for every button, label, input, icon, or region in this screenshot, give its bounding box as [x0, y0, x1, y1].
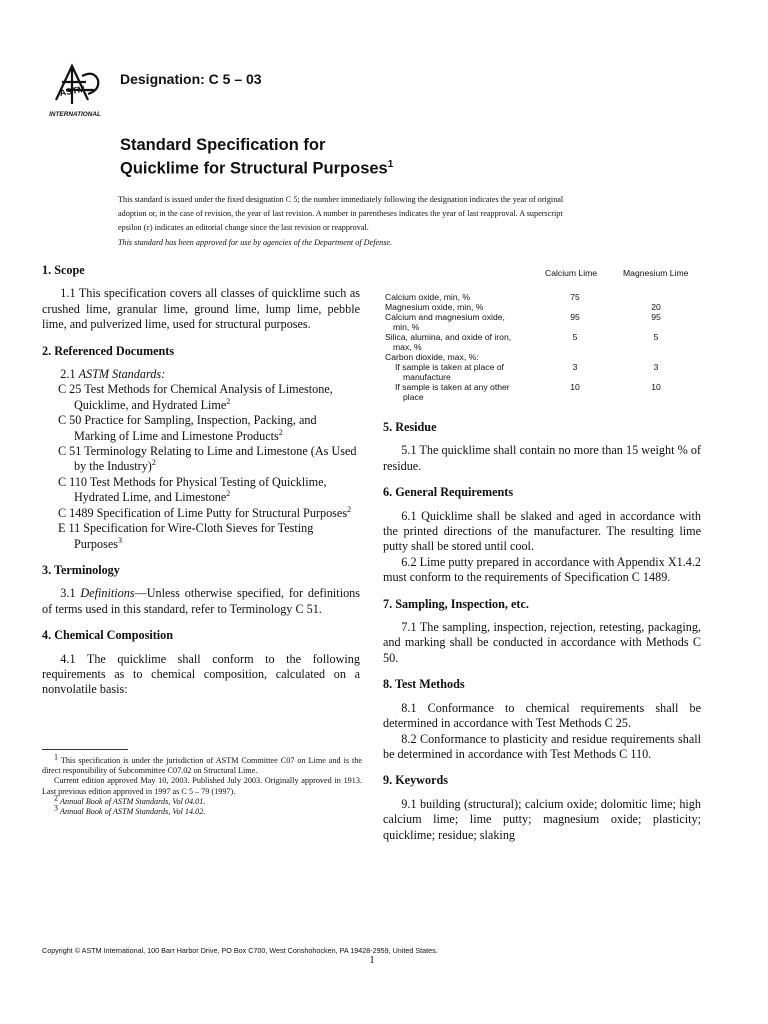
table-row — [385, 332, 703, 342]
table-cell-label: place — [403, 392, 424, 402]
logo-text-top: ASTM — [58, 83, 86, 99]
table-cell-label: If sample is taken at any other — [395, 382, 510, 392]
section-heading-general-requirements: 6. General Requirements — [383, 485, 514, 500]
scope-paragraph: 1.1 This specification covers all classes of quicklime such as crushed lime, granular lime, ground lime, lump lime, pebble lime, and pulverized lime, used for structural purposes. — [42, 286, 360, 332]
table-cell-label: Silica, alumina, and oxide of iron, — [385, 332, 512, 342]
notice-line-1: This standard is issued under the fixed designation C 5; the number immediately following the designation indicates the year of original — [118, 195, 564, 204]
table-row — [385, 372, 703, 382]
sampling-paragraph: 7.1 The sampling, inspection, rejection, retesting, packaging, and marking shall be conducted in accordance with Methods C 50. — [383, 620, 701, 665]
left-column — [42, 263, 360, 698]
referenced-intro: 2.1 ASTM Standards: — [60, 367, 166, 382]
astm-logo — [42, 60, 112, 118]
chemical-paragraph: 4.1 The quicklime shall conform to the following requirements as to chemical composition, calculated on a nonvolatile basis: — [42, 651, 360, 697]
title-line-1: Standard Specification for — [120, 136, 326, 154]
table-row — [385, 382, 703, 392]
reference-c110: C 110 Test Methods for Physical Testing of Quicklime, Hydrated Lime, and Limestone$^2$ — [58, 474, 327, 505]
table-cell-label: Magnesium oxide, min, % — [385, 302, 484, 312]
table-cell-magnesium-lime: 5 — [653, 332, 659, 342]
footnote-3: 3 Annual Book of ASTM Standards, Vol 14.02. — [54, 803, 206, 817]
right-column — [383, 420, 701, 843]
section-heading-terminology: 3. Terminology — [42, 562, 120, 577]
table-cell-magnesium-lime: 3 — [653, 362, 659, 372]
table-cell-calcium-lime: 3 — [572, 362, 578, 372]
reference-c50: C 50 Practice for Sampling, Inspection, Packing, and Marking of Lime and Limestone Products$^2$ — [58, 413, 317, 443]
test-methods-paragraph-1: 8.1 Conformance to chemical requirements shall be determined in accordance with Test Methods C 25. — [383, 700, 701, 731]
dod-approval-note: This standard has been approved for use by agencies of the Department of Defense. — [118, 238, 393, 247]
section-heading-chemical-composition: 4. Chemical Composition — [42, 628, 174, 643]
issuance-notice — [118, 193, 698, 250]
notice-line-3: epsilon (ε) indicates an editorial change since the last revision or reapproval. — [118, 223, 369, 232]
table-cell-magnesium-lime: 20 — [651, 302, 661, 312]
table-cell-magnesium-lime: 10 — [651, 382, 661, 392]
table-cell-label: Calcium and magnesium oxide, — [385, 312, 505, 322]
table-body — [385, 292, 703, 402]
column-header-calcium-lime: Calcium Lime — [545, 268, 598, 278]
page-title — [120, 135, 680, 179]
table-cell-label: Carbon dioxide, max, %: — [385, 352, 479, 362]
title-line-2: Quicklime for Structural Purposes$^1$ — [120, 159, 394, 178]
reference-c51: C 51 Terminology Relating to Lime and Limestone (As Used by the Industry)$^2$ — [58, 444, 357, 474]
section-heading-scope: 1. Scope — [42, 263, 85, 277]
reference-e11: E 11 Specification for Wire-Cloth Sieves for Testing Purposes$^3$ — [58, 521, 314, 551]
footnotes — [42, 752, 363, 817]
general-paragraph-1: 6.1 Quicklime shall be slaked and aged in accordance with the printed directions of the manufacturer. The resulting lime putty shall be stored until cool. — [383, 508, 701, 554]
table-cell-calcium-lime: 95 — [570, 312, 580, 322]
table-header — [385, 268, 703, 292]
general-paragraph-2: 6.2 Lime putty prepared in accordance with Appendix X1.4.2 must conform to the requirements of Specification C 1489. — [383, 554, 701, 585]
table-cell-magnesium-lime: 95 — [651, 312, 661, 322]
section-heading-keywords: 9. Keywords — [383, 773, 448, 788]
section-heading-residue: 5. Residue — [383, 420, 437, 434]
test-methods-paragraph-2: 8.2 Conformance to plasticity and residue requirements shall be determined in accordance with Test Methods C 110. — [383, 731, 701, 761]
table-row — [385, 352, 703, 362]
footnote-divider — [42, 749, 128, 750]
footnote-1: 1 This specification is under the jurisdiction of ASTM Committee C07 on Lime and is the direct responsibility of Subcommittee C07.02 on Structural Lime. — [42, 752, 363, 776]
table-cell-calcium-lime: 5 — [572, 332, 578, 342]
table-row — [385, 312, 703, 322]
table-row — [385, 322, 703, 332]
chemical-requirements-table — [385, 268, 703, 402]
reference-c1489: C 1489 Specification of Lime Putty for Structural Purposes$^2$ — [58, 504, 352, 520]
table-cell-label: manufacture — [403, 372, 451, 382]
page-number: 1 — [369, 954, 375, 966]
table-cell-label: min, % — [393, 322, 420, 332]
logo-text-bottom: INTERNATIONAL — [49, 111, 101, 118]
table-cell-label: max, % — [393, 342, 422, 352]
copyright-notice: Copyright © ASTM International, 100 Barr Harbor Drive, PO Box C700, West Conshohocken, PA 19428-2959, United States. — [42, 946, 438, 955]
column-header-magnesium-lime: Magnesium Lime — [623, 268, 689, 278]
keywords-paragraph: 9.1 building (structural); calcium oxide; dolomitic lime; high calcium lime; lime putty; magnesium oxide; plasticity; quicklime; residue; slaking — [383, 796, 701, 842]
reference-c25: C 25 Test Methods for Chemical Analysis of Limestone, Quicklime, and Hydrated Lime$^2$ — [58, 382, 333, 412]
table-cell-label: If sample is taken at place of — [395, 362, 504, 372]
title-footnote-ref: 1 — [387, 159, 394, 170]
table-cell-calcium-lime: 75 — [570, 292, 580, 302]
table-row — [385, 292, 703, 302]
table-row — [385, 392, 703, 402]
designation: Designation: C 5 – 03 — [120, 71, 262, 87]
table-row — [385, 302, 703, 312]
table-cell-label: Calcium oxide, min, % — [385, 292, 471, 302]
residue-paragraph: 5.1 The quicklime shall contain no more than 15 weight % of residue. — [383, 443, 701, 473]
footnote-1-continued: Current edition approved May 10, 2003. Published July 2003. Originally approved in 1913. Last previous edition approved in 1997 as C 5 – 79 (1997). — [42, 776, 362, 796]
table-cell-calcium-lime: 10 — [570, 382, 580, 392]
table-row — [385, 342, 703, 352]
section-heading-referenced-documents: 2. Referenced Documents — [42, 343, 175, 358]
table-row — [385, 362, 703, 372]
footnote-2: 2 Annual Book of ASTM Standards, Vol 04.01. — [54, 793, 206, 806]
section-heading-test-methods: 8. Test Methods — [383, 677, 465, 692]
notice-line-2: adoption or, in the case of revision, the year of last revision. A number in parentheses indicates the year of last reapproval. A superscript — [118, 209, 563, 218]
terminology-paragraph: 3.1 Definitions—Unless otherwise specified, for definitions of terms used in this standard, refer to Terminology C 51. — [42, 586, 361, 616]
section-heading-sampling: 7. Sampling, Inspection, etc. — [383, 596, 529, 611]
